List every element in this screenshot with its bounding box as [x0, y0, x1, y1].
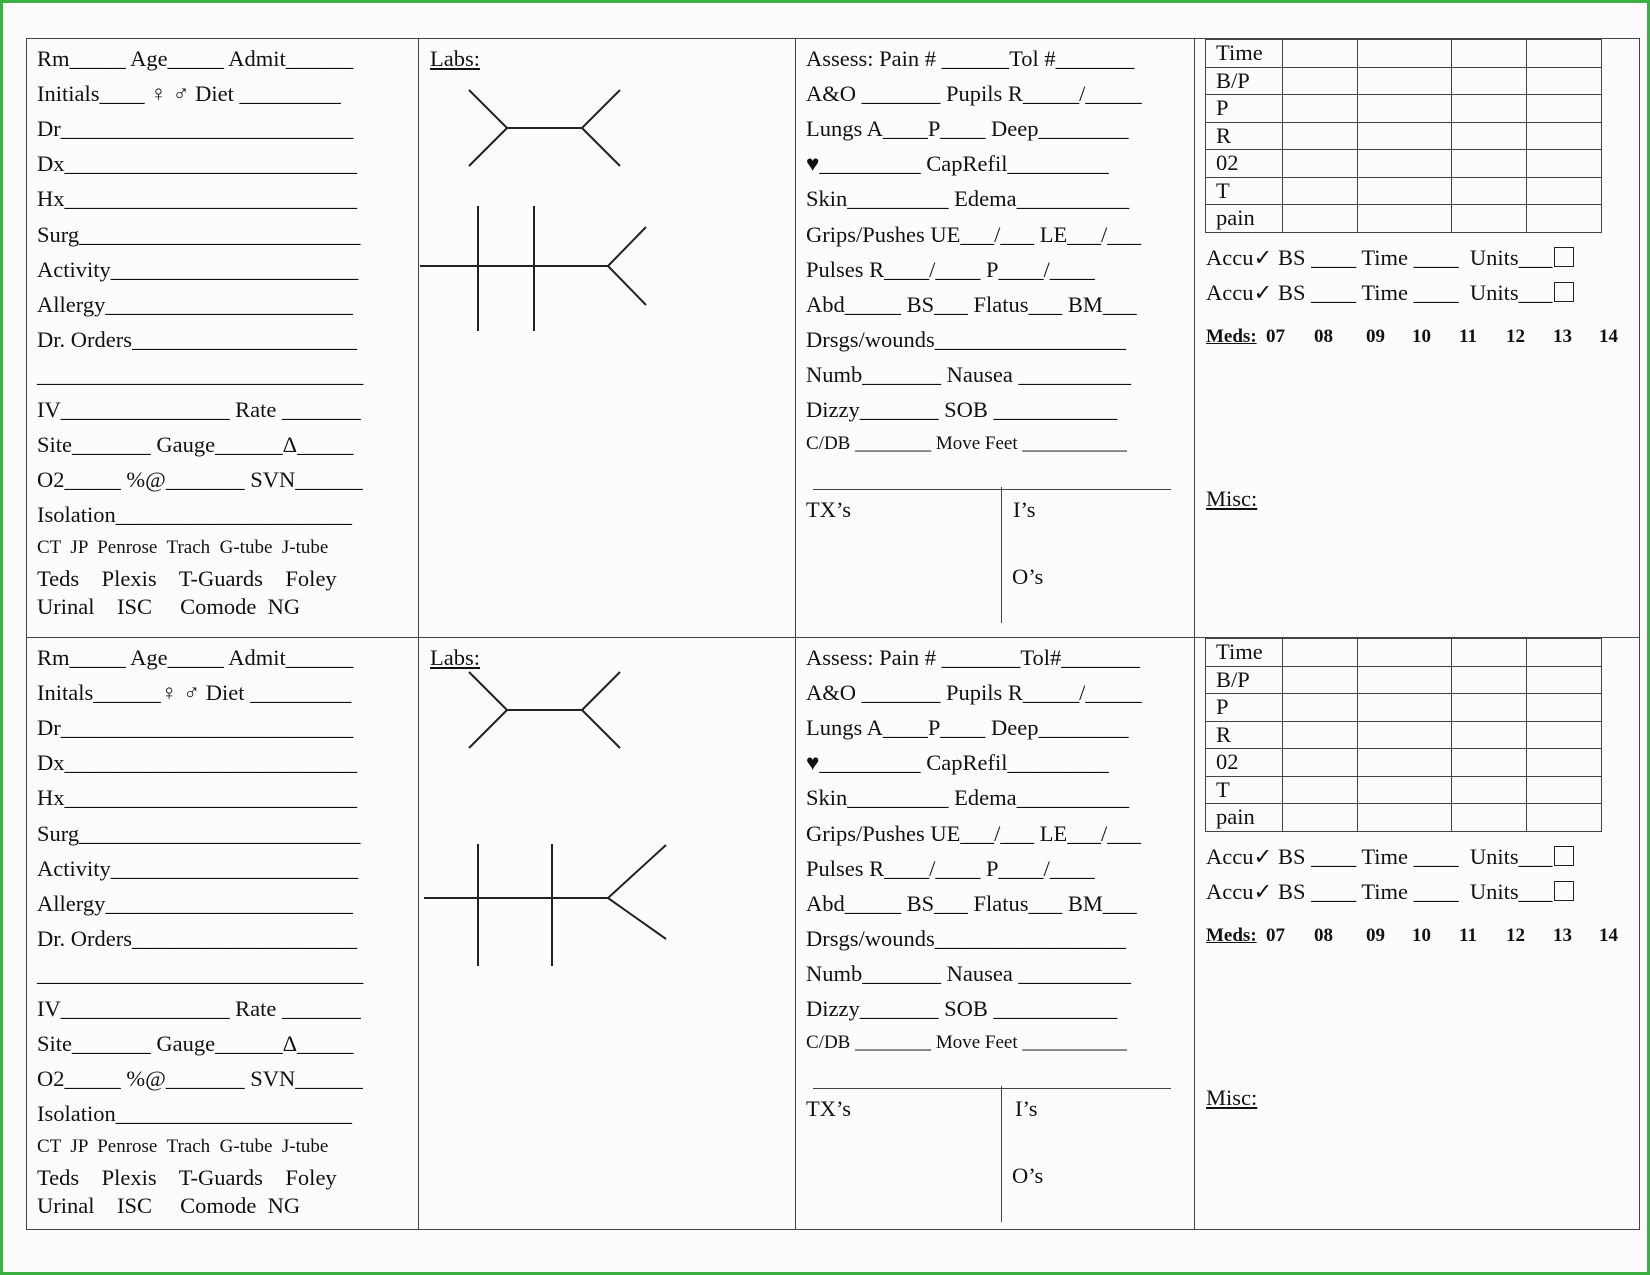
assessment-field-row[interactable]: Lungs A____P____ Deep________ — [806, 715, 1129, 741]
output-label: O’s — [1012, 1163, 1044, 1188]
diagram-line — [469, 90, 507, 128]
vitals-entry-cell[interactable] — [1527, 776, 1602, 804]
vitals-entry-cell[interactable] — [1527, 749, 1602, 777]
diagram-line — [582, 128, 620, 166]
med-hour[interactable]: 12 — [1506, 326, 1525, 347]
vitals-entry-cell[interactable] — [1358, 694, 1452, 722]
vitals-row — [1206, 749, 1602, 777]
accucheck-row[interactable] — [1206, 881, 1574, 904]
vitals-entry-cell[interactable] — [1358, 666, 1452, 694]
patient-field-row[interactable]: Site_______ Gauge______Δ_____ — [37, 1031, 354, 1057]
med-hour[interactable]: 09 — [1366, 326, 1385, 347]
patient-field-row[interactable]: IV_______________ Rate _______ — [37, 996, 361, 1021]
patient-field-row[interactable]: Allergy______________________ — [37, 890, 353, 916]
med-hour[interactable]: 10 — [1412, 925, 1431, 946]
accucheck-text: Accu✓ BS ____ Time ____ Units___ — [1206, 245, 1553, 270]
vitals-row-label: 02 — [1206, 749, 1283, 777]
intake-label: I’s — [1013, 497, 1036, 522]
patient-field-row[interactable]: Dr__________________________ — [37, 715, 354, 741]
labs-label: Labs: — [430, 645, 480, 670]
diagram-line — [582, 710, 620, 748]
vitals-row-label: Time — [1206, 40, 1283, 68]
accucheck-text: Accu✓ BS ____ Time ____ Units___ — [1206, 844, 1553, 869]
lab-fishbone-diagrams — [420, 677, 790, 977]
vitals-row — [1206, 666, 1602, 694]
patient-field-row[interactable]: Isolation_____________________ — [37, 1101, 352, 1127]
vitals-entry-cell[interactable] — [1527, 721, 1602, 749]
vitals-entry-cell[interactable] — [1527, 177, 1602, 205]
assessment-field-row[interactable]: Assess: Pain # _______Tol#_______ — [806, 645, 1141, 670]
intake-label: I’s — [1015, 1096, 1038, 1121]
med-hour[interactable]: 08 — [1314, 326, 1333, 347]
assessment-field-row[interactable]: Drsgs/wounds_________________ — [806, 925, 1127, 951]
vitals-entry-cell[interactable] — [1358, 150, 1452, 178]
vitals-row-label: pain — [1206, 205, 1283, 233]
diagram-line — [469, 710, 507, 748]
vitals-entry-cell[interactable] — [1527, 666, 1602, 694]
vitals-row — [1206, 721, 1602, 749]
assessment-field-row[interactable]: Dizzy_______ SOB ___________ — [806, 397, 1118, 422]
vitals-entry-cell[interactable] — [1527, 122, 1602, 150]
vitals-entry-cell[interactable] — [1527, 205, 1602, 233]
vitals-entry-cell[interactable] — [1283, 150, 1358, 178]
diagram-line — [608, 898, 666, 939]
txs-label: TX’s — [806, 497, 851, 522]
accucheck-text: Accu✓ BS ____ Time ____ Units___ — [1206, 879, 1553, 905]
patient-field-row[interactable]: Initials____ ♀ ♂ Diet _________ — [37, 81, 341, 107]
vitals-entry-cell[interactable] — [1527, 694, 1602, 722]
vitals-entry-cell[interactable] — [1452, 639, 1527, 667]
diagram-line — [469, 128, 507, 166]
vitals-entry-cell[interactable] — [1452, 694, 1527, 722]
output-label: O’s — [1012, 564, 1044, 589]
tx-io-top-line — [813, 489, 1171, 490]
vitals-row — [1206, 694, 1602, 722]
vitals-entry-cell[interactable] — [1358, 177, 1452, 205]
vitals-row — [1206, 95, 1602, 123]
vitals-entry-cell[interactable] — [1358, 205, 1452, 233]
med-hour[interactable]: 10 — [1412, 326, 1431, 347]
vitals-entry-cell[interactable] — [1452, 749, 1527, 777]
equipment-line-1[interactable]: Teds Plexis T-Guards Foley — [37, 1165, 337, 1190]
txs-label: TX’s — [806, 1096, 851, 1121]
misc-label: Misc: — [1206, 486, 1258, 511]
med-hour[interactable]: 11 — [1459, 326, 1477, 347]
cdb-move-feet-line[interactable]: C/DB ________ Move Feet ___________ — [806, 1032, 1127, 1053]
patient-field-row[interactable]: Rm_____ Age_____ Admit______ — [37, 46, 354, 71]
patient-field-row[interactable]: Site_______ Gauge______Δ_____ — [37, 432, 354, 458]
assessment-field-row[interactable]: Dizzy_______ SOB ___________ — [806, 996, 1118, 1021]
vitals-entry-cell[interactable] — [1452, 67, 1527, 95]
vitals-row-label: T — [1206, 177, 1283, 205]
patient-field-row[interactable]: IV_______________ Rate _______ — [37, 397, 361, 422]
vitals-row — [1206, 205, 1602, 233]
vitals-entry-cell[interactable] — [1283, 776, 1358, 804]
meds-label: Meds: — [1206, 326, 1257, 347]
vitals-row — [1206, 177, 1602, 205]
assessment-field-row[interactable]: A&O _______ Pupils R_____/_____ — [806, 680, 1142, 706]
misc-label: Misc: — [1206, 1085, 1258, 1110]
vitals-row-label: P — [1206, 95, 1283, 123]
vitals-entry-cell[interactable] — [1527, 67, 1602, 95]
accucheck-checkbox[interactable] — [1554, 846, 1574, 866]
assessment-field-row[interactable]: Skin_________ Edema__________ — [806, 186, 1130, 212]
vitals-row — [1206, 122, 1602, 150]
assessment-field-row[interactable]: Abd_____ BS___ Flatus___ BM___ — [806, 890, 1137, 916]
vitals-table — [1205, 638, 1602, 832]
assessment-field-row[interactable]: Numb_______ Nausea __________ — [806, 361, 1131, 387]
assessment-field-row[interactable]: Drsgs/wounds_________________ — [806, 326, 1127, 352]
meds-label: Meds: — [1206, 925, 1257, 946]
vitals-entry-cell[interactable] — [1358, 122, 1452, 150]
vitals-entry-cell[interactable] — [1358, 40, 1452, 68]
vitals-entry-cell[interactable] — [1358, 749, 1452, 777]
vitals-entry-cell[interactable] — [1452, 95, 1527, 123]
patient-field-row[interactable]: Rm_____ Age_____ Admit______ — [37, 645, 354, 670]
drains-line[interactable]: CT JP Penrose Trach G-tube J-tube — [37, 1136, 329, 1157]
diagram-line — [608, 845, 666, 898]
meds-schedule-row — [1206, 925, 1618, 946]
assessment-field-row[interactable]: Lungs A____P____ Deep________ — [806, 116, 1129, 142]
patient-field-row[interactable]: O2_____ %@_______ SVN______ — [37, 1066, 363, 1092]
patient-field-row[interactable]: Activity______________________ — [37, 256, 359, 282]
vitals-entry-cell[interactable] — [1527, 804, 1602, 832]
vitals-entry-cell[interactable] — [1358, 804, 1452, 832]
vitals-row-label: R — [1206, 721, 1283, 749]
labs-label: Labs: — [430, 46, 480, 71]
patient-field-row[interactable]: Initals______♀ ♂ Diet _________ — [37, 680, 352, 706]
vitals-entry-cell[interactable] — [1358, 776, 1452, 804]
vitals-entry-cell[interactable] — [1283, 95, 1358, 123]
accucheck-row[interactable] — [1206, 282, 1574, 305]
patient-field-row[interactable]: Dx__________________________ — [37, 151, 357, 177]
vitals-entry-cell[interactable] — [1452, 122, 1527, 150]
patient-field-row[interactable]: Hx__________________________ — [37, 785, 357, 811]
accucheck-checkbox[interactable] — [1554, 881, 1574, 901]
vitals-row-label: B/P — [1206, 666, 1283, 694]
diagram-line — [608, 227, 646, 266]
patient-field-row[interactable]: O2_____ %@_______ SVN______ — [37, 467, 363, 493]
drains-line[interactable]: CT JP Penrose Trach G-tube J-tube — [37, 537, 329, 558]
assessment-field-row[interactable]: Assess: Pain # ______Tol #_______ — [806, 46, 1135, 71]
vitals-entry-cell[interactable] — [1452, 721, 1527, 749]
assessment-field-row[interactable]: Grips/Pushes UE___/___ LE___/___ — [806, 221, 1141, 247]
med-hour[interactable]: 13 — [1553, 925, 1572, 946]
med-hour[interactable]: 13 — [1553, 326, 1572, 347]
patient-field-row[interactable]: Allergy______________________ — [37, 291, 353, 317]
accucheck-checkbox[interactable] — [1554, 282, 1574, 302]
vitals-entry-cell[interactable] — [1452, 205, 1527, 233]
tx-io-top-line — [813, 1088, 1171, 1089]
equipment-line-2[interactable]: Urinal ISC Comode NG — [37, 1193, 301, 1218]
patient-field-row[interactable]: Dr. Orders____________________ — [37, 326, 357, 352]
cdb-move-feet-line[interactable]: C/DB ________ Move Feet ___________ — [806, 433, 1127, 454]
vitals-entry-cell[interactable] — [1527, 639, 1602, 667]
med-hour[interactable]: 07 — [1266, 326, 1285, 347]
vitals-row — [1206, 67, 1602, 95]
vitals-entry-cell[interactable] — [1452, 177, 1527, 205]
vitals-entry-cell[interactable] — [1283, 67, 1358, 95]
vitals-entry-cell[interactable] — [1452, 666, 1527, 694]
vitals-entry-cell[interactable] — [1283, 177, 1358, 205]
diagram-line — [469, 672, 507, 710]
assessment-field-row[interactable]: ♥_________ CapRefil_________ — [806, 151, 1109, 177]
vitals-row — [1206, 40, 1602, 68]
vitals-entry-cell[interactable] — [1358, 95, 1452, 123]
assessment-field-row[interactable]: ♥_________ CapRefil_________ — [806, 750, 1109, 776]
vitals-entry-cell[interactable] — [1527, 95, 1602, 123]
patient-field-row[interactable]: Dr__________________________ — [37, 116, 354, 142]
assessment-field-row[interactable]: Abd_____ BS___ Flatus___ BM___ — [806, 291, 1137, 317]
column-divider-vitals — [1194, 38, 1195, 1230]
med-hour[interactable]: 09 — [1366, 925, 1385, 946]
column-divider-assess — [795, 38, 796, 1230]
vitals-row — [1206, 639, 1602, 667]
diagram-line — [608, 266, 646, 305]
vitals-row-label: P — [1206, 694, 1283, 722]
vitals-row — [1206, 804, 1602, 832]
vitals-row-label: T — [1206, 776, 1283, 804]
patient-field-row[interactable]: Activity______________________ — [37, 855, 359, 881]
assessment-field-row[interactable]: Grips/Pushes UE___/___ LE___/___ — [806, 820, 1141, 846]
vitals-entry-cell[interactable] — [1283, 639, 1358, 667]
vitals-entry-cell[interactable] — [1452, 776, 1527, 804]
vitals-entry-cell[interactable] — [1283, 205, 1358, 233]
vitals-entry-cell[interactable] — [1527, 40, 1602, 68]
vitals-entry-cell[interactable] — [1452, 40, 1527, 68]
vitals-entry-cell[interactable] — [1283, 749, 1358, 777]
vitals-row-label: B/P — [1206, 67, 1283, 95]
accucheck-row[interactable] — [1206, 247, 1574, 270]
accucheck-text: Accu✓ BS ____ Time ____ Units___ — [1206, 280, 1553, 306]
patient-field-row[interactable]: Dx__________________________ — [37, 750, 357, 776]
vitals-row-label: R — [1206, 122, 1283, 150]
assessment-field-row[interactable]: Pulses R____/____ P____/____ — [806, 256, 1095, 282]
patient-field-row[interactable]: Dr. Orders____________________ — [37, 925, 357, 951]
vitals-entry-cell[interactable] — [1283, 694, 1358, 722]
accucheck-row[interactable] — [1206, 846, 1574, 869]
vitals-entry-cell[interactable] — [1452, 804, 1527, 832]
med-hour[interactable]: 08 — [1314, 925, 1333, 946]
assessment-field-row[interactable]: A&O _______ Pupils R_____/_____ — [806, 81, 1142, 107]
accucheck-checkbox[interactable] — [1554, 247, 1574, 267]
equipment-line-1[interactable]: Teds Plexis T-Guards Foley — [37, 566, 337, 591]
vitals-row-label: pain — [1206, 804, 1283, 832]
tx-io-center-line — [1001, 1086, 1002, 1222]
vitals-row — [1206, 776, 1602, 804]
vitals-entry-cell[interactable] — [1283, 122, 1358, 150]
vitals-entry-cell[interactable] — [1283, 666, 1358, 694]
med-hour[interactable]: 12 — [1506, 925, 1525, 946]
vitals-entry-cell[interactable] — [1283, 804, 1358, 832]
assessment-field-row[interactable]: Skin_________ Edema__________ — [806, 785, 1130, 811]
vitals-entry-cell[interactable] — [1452, 150, 1527, 178]
vitals-entry-cell[interactable] — [1358, 639, 1452, 667]
diagram-line — [582, 90, 620, 128]
patient-field-row[interactable]: Isolation_____________________ — [37, 502, 352, 528]
vitals-entry-cell[interactable] — [1358, 721, 1452, 749]
vitals-entry-cell[interactable] — [1358, 67, 1452, 95]
patient-field-row[interactable]: Hx__________________________ — [37, 186, 357, 212]
tx-io-center-line — [1001, 487, 1002, 623]
med-hour[interactable]: 11 — [1459, 925, 1477, 946]
lab-fishbone-diagrams — [420, 78, 790, 378]
vitals-row-label: 02 — [1206, 150, 1283, 178]
med-hour[interactable]: 14 — [1599, 326, 1618, 347]
med-hour[interactable]: 14 — [1599, 925, 1618, 946]
vitals-entry-cell[interactable] — [1283, 721, 1358, 749]
patient-field-row[interactable]: _____________________________ — [37, 960, 364, 986]
patient-field-row[interactable]: Surg_________________________ — [37, 820, 361, 846]
column-divider-labs — [418, 38, 419, 1230]
vitals-entry-cell[interactable] — [1283, 40, 1358, 68]
diagram-line — [582, 672, 620, 710]
assessment-field-row[interactable]: Numb_______ Nausea __________ — [806, 960, 1131, 986]
vitals-table — [1205, 39, 1602, 233]
vitals-entry-cell[interactable] — [1527, 150, 1602, 178]
med-hour[interactable]: 07 — [1266, 925, 1285, 946]
patient-field-row[interactable]: Surg_________________________ — [37, 221, 361, 247]
vitals-row — [1206, 150, 1602, 178]
equipment-line-2[interactable]: Urinal ISC Comode NG — [37, 594, 301, 619]
meds-schedule-row — [1206, 326, 1618, 347]
assessment-field-row[interactable]: Pulses R____/____ P____/____ — [806, 855, 1095, 881]
vitals-row-label: Time — [1206, 639, 1283, 667]
patient-field-row[interactable]: _____________________________ — [37, 361, 364, 387]
